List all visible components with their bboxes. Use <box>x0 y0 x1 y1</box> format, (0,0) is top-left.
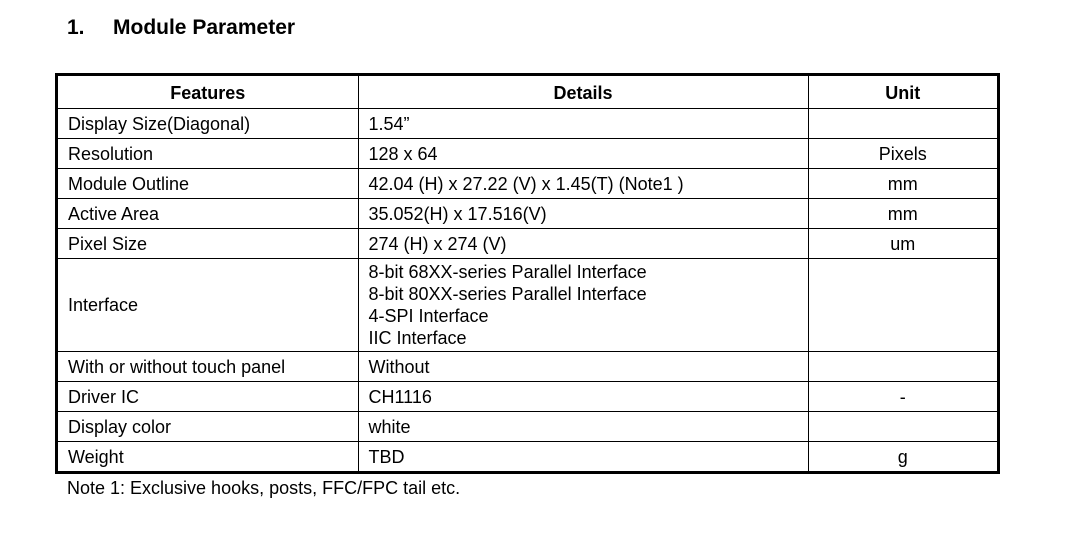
details-line: TBD <box>368 446 405 467</box>
details-line: 4-SPI Interface <box>368 306 489 326</box>
details-line: 8-bit 80XX-series Parallel Interface <box>368 284 647 304</box>
column-header-unit: Unit <box>808 76 997 109</box>
details-line: white <box>368 416 411 437</box>
feature-cell: Weight <box>58 442 358 472</box>
column-header-features: Features <box>58 76 358 109</box>
details-cell <box>358 352 808 382</box>
section-heading <box>67 16 295 40</box>
details-cell <box>358 412 808 442</box>
table-row <box>58 139 997 169</box>
table-row <box>58 442 997 472</box>
details-cell <box>358 382 808 412</box>
unit-cell <box>808 352 997 382</box>
details-line: 1.54” <box>368 113 410 134</box>
details-line: 42.04 (H) x 27.22 (V) x 1.45(T) (Note1 ) <box>368 173 684 194</box>
section-title: Module Parameter <box>113 16 296 39</box>
details-line: 8-bit 68XX-series Parallel Interface <box>368 262 647 282</box>
table-row <box>58 169 997 199</box>
details-cell <box>358 199 808 229</box>
unit-cell: um <box>808 229 997 259</box>
feature-cell: Driver IC <box>58 382 358 412</box>
column-header-details: Details <box>358 76 808 109</box>
unit-cell: Pixels <box>808 139 997 169</box>
table-row <box>58 229 997 259</box>
details-cell <box>358 259 808 352</box>
feature-cell: Active Area <box>58 199 358 229</box>
details-cell <box>358 442 808 472</box>
feature-cell: Display Size(Diagonal) <box>58 109 358 139</box>
table-row <box>58 382 997 412</box>
module-parameter-table-frame <box>55 73 1000 474</box>
unit-cell: g <box>808 442 997 472</box>
feature-cell: With or without touch panel <box>58 352 358 382</box>
feature-cell: Resolution <box>58 139 358 169</box>
module-parameter-table <box>58 76 997 471</box>
details-cell <box>358 229 808 259</box>
footnote: Note 1: Exclusive hooks, posts, FFC/FPC tail etc. <box>67 478 461 498</box>
table-row <box>58 352 997 382</box>
unit-cell <box>808 412 997 442</box>
table-body <box>58 109 997 472</box>
section-number: 1. <box>67 16 85 39</box>
feature-cell: Display color <box>58 412 358 442</box>
unit-cell: - <box>808 382 997 412</box>
unit-cell <box>808 259 997 352</box>
table-row <box>58 412 997 442</box>
details-line: IIC Interface <box>368 328 467 348</box>
details-cell <box>358 109 808 139</box>
unit-cell: mm <box>808 169 997 199</box>
details-line: 274 (H) x 274 (V) <box>368 233 507 254</box>
table-row <box>58 259 997 352</box>
details-cell <box>358 169 808 199</box>
table-row <box>58 109 997 139</box>
details-line: 35.052(H) x 17.516(V) <box>368 203 547 224</box>
feature-cell: Module Outline <box>58 169 358 199</box>
details-line: Without <box>368 356 430 377</box>
unit-cell <box>808 109 997 139</box>
feature-cell: Interface <box>58 259 358 352</box>
unit-cell: mm <box>808 199 997 229</box>
details-line: 128 x 64 <box>368 143 438 164</box>
table-row <box>58 199 997 229</box>
feature-cell: Pixel Size <box>58 229 358 259</box>
details-cell <box>358 139 808 169</box>
table-header-row <box>58 76 997 109</box>
details-line: CH1116 <box>368 386 432 407</box>
